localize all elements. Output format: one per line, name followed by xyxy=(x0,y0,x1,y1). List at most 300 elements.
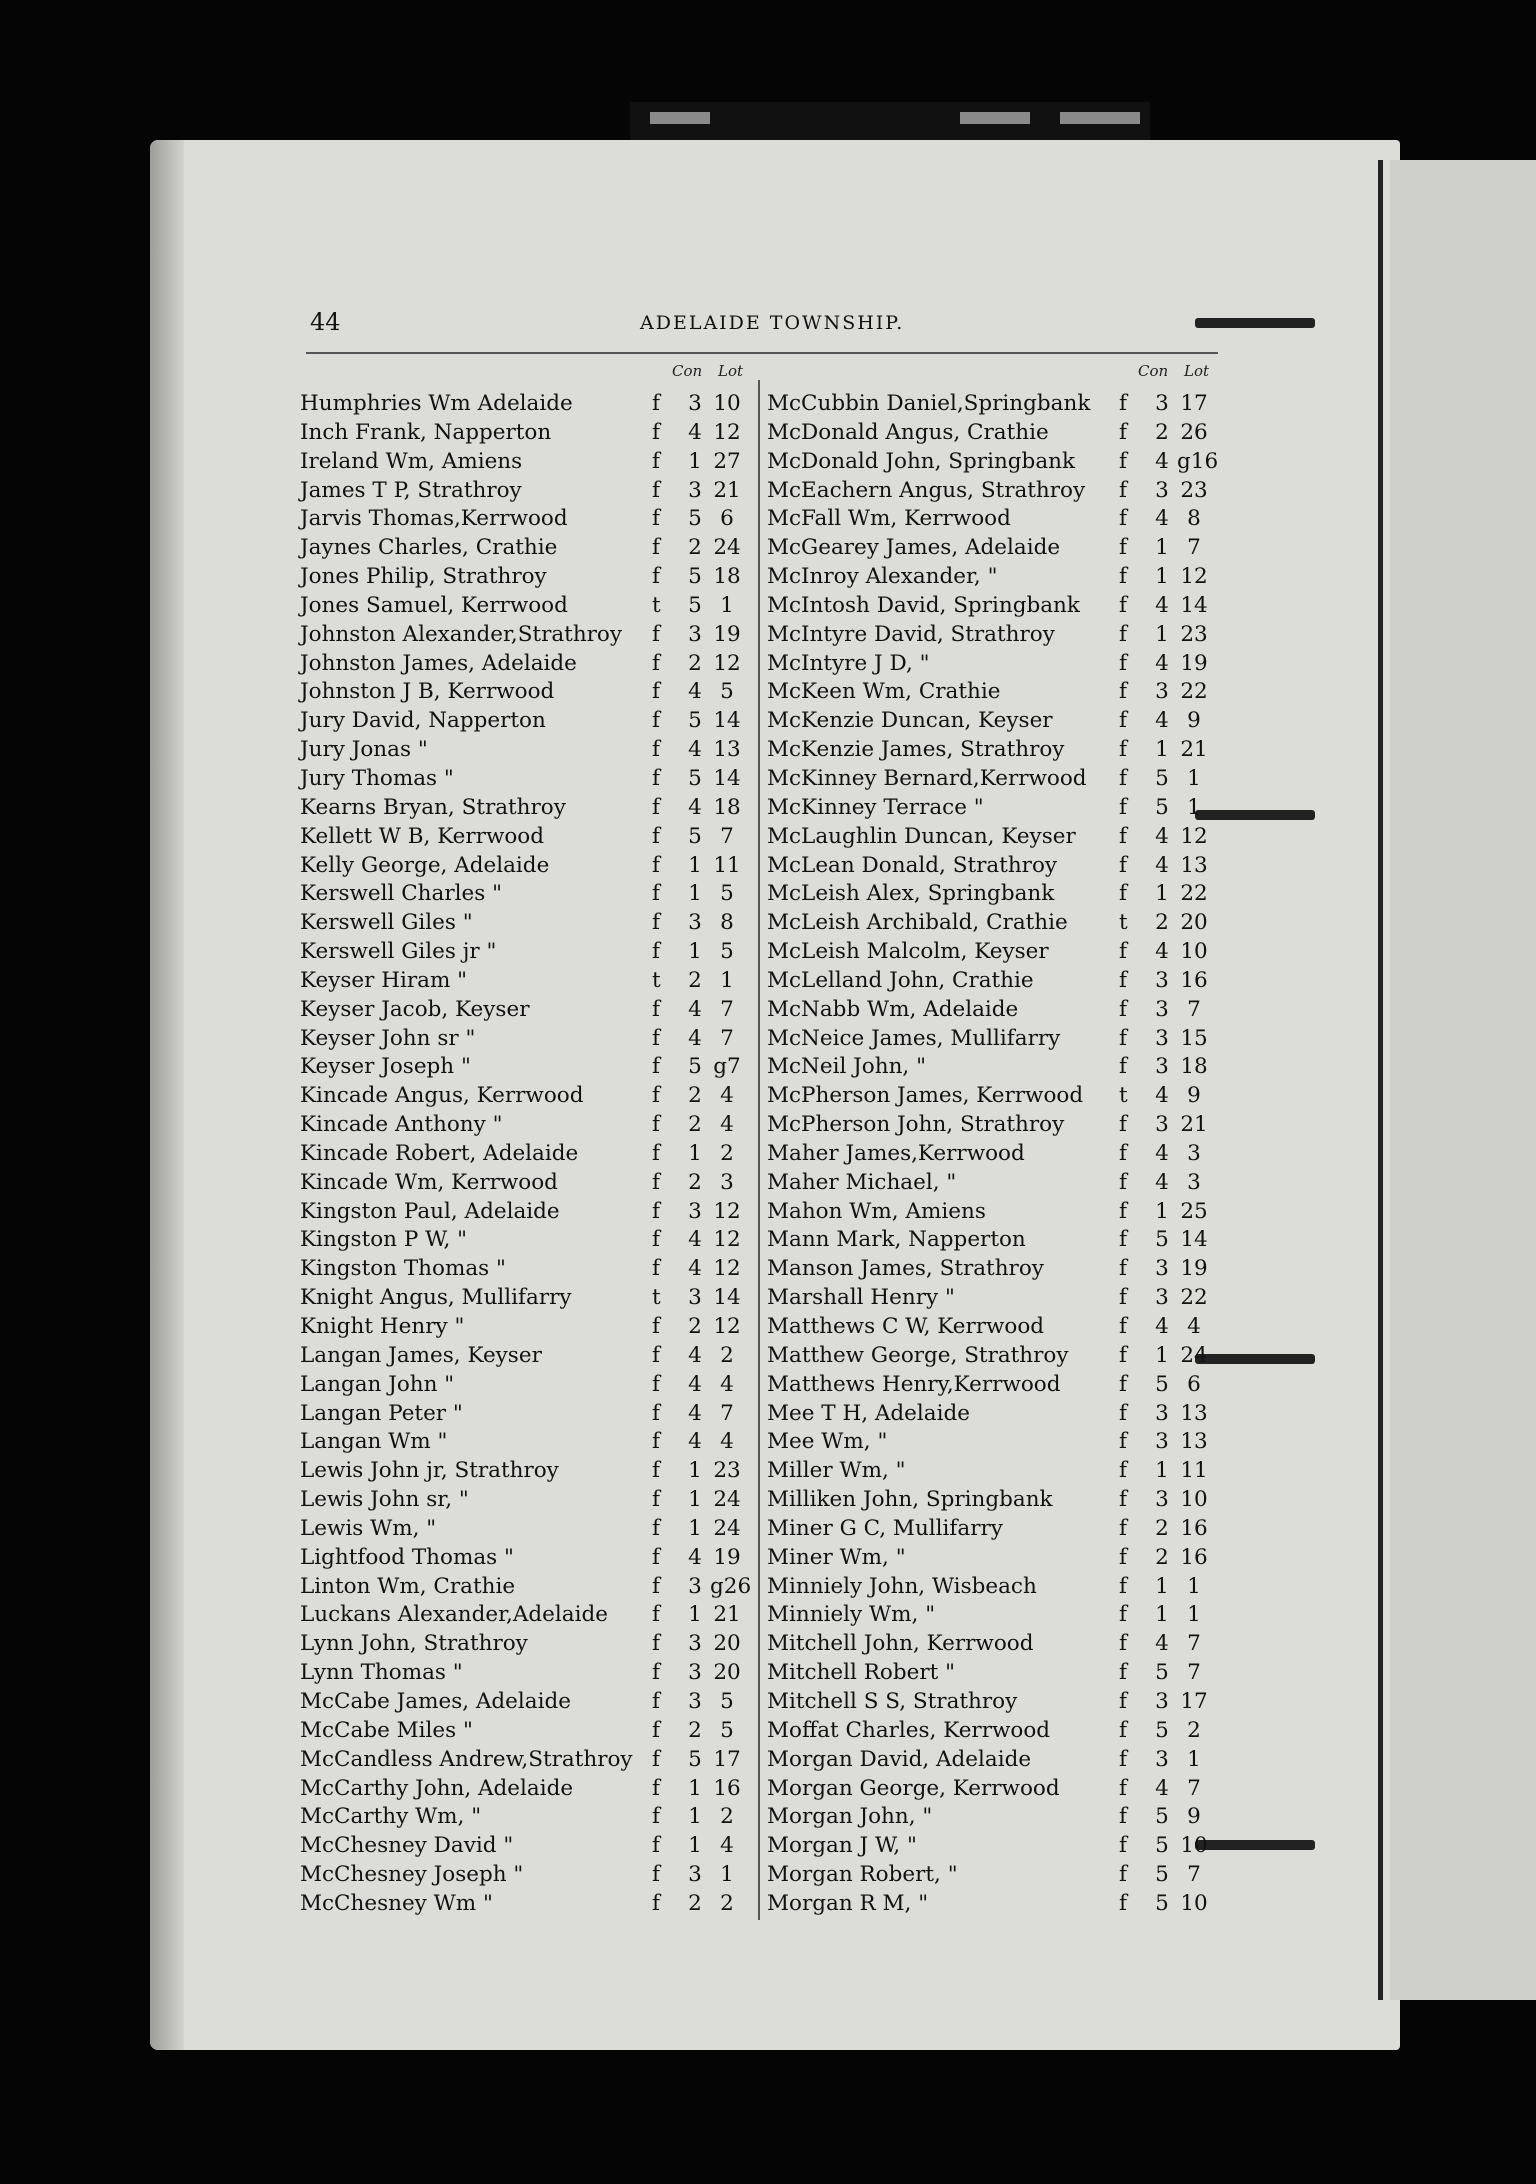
entry-name: Kingston Paul, Adelaide xyxy=(300,1198,560,1224)
entry-concession: 1 xyxy=(1155,621,1169,647)
directory-entry xyxy=(767,1255,1227,1284)
entry-name: Morgan John, " xyxy=(767,1804,933,1830)
directory-entry xyxy=(767,1486,1227,1515)
entry-name: Kellett W B, Kerrwood xyxy=(300,823,545,849)
entry-tenure: f xyxy=(1119,1169,1127,1195)
entry-concession: 4 xyxy=(1155,1083,1169,1109)
entry-lot: 7 xyxy=(720,1400,734,1426)
entry-lot: 16 xyxy=(1180,967,1208,993)
entry-lot: 9 xyxy=(1187,708,1201,734)
entry-name: Maher James,Kerrwood xyxy=(767,1140,1025,1166)
directory-entry xyxy=(767,1082,1227,1111)
entry-lot: 10 xyxy=(713,391,741,416)
entry-name: Keyser Hiram " xyxy=(300,967,468,993)
entry-concession: 4 xyxy=(688,737,702,763)
entry-lot: 21 xyxy=(1180,737,1208,763)
entry-tenure: f xyxy=(1119,1717,1127,1743)
entry-name: Morgan R M, " xyxy=(767,1890,929,1916)
entry-concession: 4 xyxy=(688,1429,702,1455)
entry-name: Miller Wm, " xyxy=(767,1458,906,1484)
entry-lot: 4 xyxy=(720,1083,734,1109)
entry-name: Mee Wm, " xyxy=(767,1429,888,1455)
entry-tenure: f xyxy=(652,1314,660,1339)
entry-concession: 1 xyxy=(688,939,702,965)
entry-tenure: f xyxy=(652,996,660,1022)
entry-name: Jury Jonas " xyxy=(300,737,428,763)
entry-lot: 17 xyxy=(1180,1688,1208,1714)
entry-name: McKenzie Duncan, Keyser xyxy=(767,708,1053,734)
directory-entry xyxy=(300,1342,750,1371)
entry-concession: 3 xyxy=(688,477,702,503)
entry-concession: 5 xyxy=(1155,794,1169,820)
entry-concession: 3 xyxy=(1155,1054,1169,1080)
entry-tenure: f xyxy=(1119,1198,1127,1224)
entry-lot: 8 xyxy=(1187,506,1201,532)
directory-entry xyxy=(300,1053,750,1082)
entry-concession: 4 xyxy=(1155,592,1169,618)
entry-concession: 2 xyxy=(688,1112,702,1138)
directory-entry xyxy=(300,909,750,938)
entry-name: Jones Philip, Strathroy xyxy=(300,564,547,590)
entry-name: McPherson John, Strathroy xyxy=(767,1112,1065,1138)
entry-name: McFall Wm, Kerrwood xyxy=(767,506,1011,532)
entry-name: Keyser John sr " xyxy=(300,1025,476,1051)
entry-tenure: f xyxy=(652,1833,660,1859)
directory-entry xyxy=(767,1342,1227,1371)
entry-name: McCarthy Wm, " xyxy=(300,1804,482,1830)
entry-tenure: f xyxy=(1119,1688,1127,1714)
entry-concession: 3 xyxy=(1155,1400,1169,1426)
entry-lot: 5 xyxy=(720,1688,734,1714)
entry-lot: 19 xyxy=(713,621,741,647)
entry-tenure: f xyxy=(1119,1660,1127,1686)
entry-lot: 12 xyxy=(713,419,741,445)
entry-concession: 2 xyxy=(688,1890,702,1916)
page-spine xyxy=(1378,160,1383,2000)
entry-tenure: f xyxy=(1119,881,1127,907)
entry-lot: 15 xyxy=(1180,1025,1208,1051)
entry-tenure: f xyxy=(652,1083,660,1109)
entry-lot: 19 xyxy=(1180,650,1208,676)
directory-entry xyxy=(300,1169,750,1198)
entry-lot: 4 xyxy=(720,1371,734,1397)
entry-concession: 1 xyxy=(688,1775,702,1801)
entry-concession: 5 xyxy=(688,1054,702,1080)
entry-lot: 11 xyxy=(713,852,741,878)
directory-entry xyxy=(300,1659,750,1688)
directory-entry xyxy=(767,1573,1227,1602)
left-lot-header: Lot xyxy=(718,362,744,380)
entry-lot: 14 xyxy=(713,1285,741,1311)
entry-name: Johnston James, Adelaide xyxy=(300,650,577,676)
entry-name: Humphries Wm Adelaide xyxy=(300,391,573,416)
entry-lot: 14 xyxy=(1180,592,1208,618)
entry-concession: 1 xyxy=(1155,881,1169,907)
entry-lot: 17 xyxy=(1180,391,1208,416)
entry-concession: 4 xyxy=(688,419,702,445)
entry-tenure: f xyxy=(1119,708,1127,734)
entry-concession: 1 xyxy=(1155,535,1169,561)
entry-name: McLeish Archibald, Crathie xyxy=(767,910,1068,936)
entry-name: Inch Frank, Napperton xyxy=(300,419,552,445)
directory-entry xyxy=(767,1140,1227,1169)
directory-entry xyxy=(300,477,750,506)
entry-lot: 11 xyxy=(1180,1458,1208,1484)
directory-entry xyxy=(300,1573,750,1602)
entry-tenure: f xyxy=(1119,1573,1127,1599)
entry-name: Kerswell Giles " xyxy=(300,910,473,936)
entry-name: McIntyre David, Strathroy xyxy=(767,621,1055,647)
directory-entry xyxy=(767,1515,1227,1544)
entry-tenure: f xyxy=(1119,448,1127,474)
entry-name: Mahon Wm, Amiens xyxy=(767,1198,986,1224)
entry-tenure: f xyxy=(1119,1400,1127,1426)
entry-tenure: f xyxy=(1119,1833,1127,1859)
directory-entry xyxy=(300,1746,750,1775)
entry-lot: 1 xyxy=(1187,765,1201,791)
entry-lot: 2 xyxy=(720,1140,734,1166)
entry-tenure: f xyxy=(652,1227,660,1253)
directory-entry xyxy=(767,563,1227,592)
directory-entry xyxy=(767,1400,1227,1429)
entry-tenure: t xyxy=(652,592,661,618)
directory-entry xyxy=(300,1515,750,1544)
entry-tenure: f xyxy=(1119,1862,1127,1888)
column-divider xyxy=(758,380,760,1920)
directory-entry xyxy=(767,1457,1227,1486)
entry-tenure: f xyxy=(652,1198,660,1224)
entry-lot: 7 xyxy=(1187,535,1201,561)
directory-entry xyxy=(767,534,1227,563)
entry-tenure: f xyxy=(652,823,660,849)
entry-concession: 4 xyxy=(1155,650,1169,676)
entry-name: Jones Samuel, Kerrwood xyxy=(300,592,568,618)
entry-tenure: f xyxy=(652,1804,660,1830)
directory-entry xyxy=(300,1890,750,1919)
entry-concession: 4 xyxy=(1155,1314,1169,1339)
entry-concession: 3 xyxy=(1155,477,1169,503)
entry-tenure: f xyxy=(1119,391,1127,416)
entry-tenure: f xyxy=(1119,765,1127,791)
directory-entry xyxy=(767,1544,1227,1573)
entry-concession: 3 xyxy=(688,1688,702,1714)
entry-name: McLeish Alex, Springbank xyxy=(767,881,1055,907)
entry-lot: 14 xyxy=(713,765,741,791)
directory-entry xyxy=(767,1803,1227,1832)
entry-lot: 12 xyxy=(713,650,741,676)
entry-name: Linton Wm, Crathie xyxy=(300,1573,516,1599)
left-directory-list xyxy=(300,390,750,1919)
entry-tenure: f xyxy=(652,1400,660,1426)
entry-lot: 12 xyxy=(713,1198,741,1224)
entry-tenure: f xyxy=(652,621,660,647)
entry-concession: 2 xyxy=(688,1169,702,1195)
entry-tenure: f xyxy=(1119,852,1127,878)
entry-concession: 5 xyxy=(1155,1833,1169,1859)
entry-concession: 1 xyxy=(688,448,702,474)
entry-tenure: f xyxy=(652,1602,660,1628)
right-con-header: Con xyxy=(1138,362,1169,380)
entry-tenure: f xyxy=(1119,1458,1127,1484)
entry-lot: 1 xyxy=(720,592,734,618)
entry-name: Kincade Wm, Kerrwood xyxy=(300,1169,558,1195)
entry-tenure: f xyxy=(652,679,660,705)
entry-lot: g16 xyxy=(1177,448,1219,474)
entry-concession: 5 xyxy=(688,708,702,734)
entry-concession: 5 xyxy=(1155,1804,1169,1830)
entry-lot: 1 xyxy=(1187,794,1201,820)
entry-concession: 4 xyxy=(1155,1140,1169,1166)
entry-name: Mitchell Robert " xyxy=(767,1660,955,1686)
entry-concession: 1 xyxy=(1155,1602,1169,1628)
entry-name: James T P, Strathroy xyxy=(300,477,522,503)
left-con-header: Con xyxy=(672,362,703,380)
entry-concession: 4 xyxy=(688,1400,702,1426)
entry-concession: 2 xyxy=(688,1083,702,1109)
directory-entry xyxy=(767,909,1227,938)
entry-name: McLaughlin Duncan, Keyser xyxy=(767,823,1076,849)
entry-concession: 2 xyxy=(688,650,702,676)
right-lot-header: Lot xyxy=(1184,362,1210,380)
entry-tenure: f xyxy=(652,939,660,965)
entry-tenure: f xyxy=(652,1717,660,1743)
entry-name: Morgan J W, " xyxy=(767,1833,917,1859)
entry-tenure: f xyxy=(1119,1342,1127,1368)
directory-entry xyxy=(300,996,750,1025)
entry-lot: 16 xyxy=(713,1775,741,1801)
entry-name: McPherson James, Kerrwood xyxy=(767,1083,1084,1109)
entry-name: Morgan Robert, " xyxy=(767,1862,958,1888)
entry-concession: 3 xyxy=(1155,679,1169,705)
entry-concession: 2 xyxy=(1155,419,1169,445)
entry-name: McCubbin Daniel,Springbank xyxy=(767,391,1091,416)
entry-tenure: f xyxy=(1119,1256,1127,1282)
entry-lot: 26 xyxy=(1180,419,1208,445)
directory-entry xyxy=(300,1544,750,1573)
directory-entry xyxy=(300,1198,750,1227)
entry-concession: 3 xyxy=(1155,967,1169,993)
entry-lot: 19 xyxy=(1180,1256,1208,1282)
entry-concession: 3 xyxy=(688,1862,702,1888)
entry-concession: 3 xyxy=(688,391,702,416)
entry-tenure: f xyxy=(1119,996,1127,1022)
directory-entry xyxy=(300,1255,750,1284)
right-directory-list xyxy=(767,390,1227,1919)
entry-tenure: f xyxy=(652,1458,660,1484)
entry-lot: 5 xyxy=(720,939,734,965)
directory-entry xyxy=(300,736,750,765)
entry-concession: 5 xyxy=(688,823,702,849)
directory-entry xyxy=(300,1486,750,1515)
entry-name: Langan Peter " xyxy=(300,1400,463,1426)
entry-tenure: f xyxy=(1119,592,1127,618)
entry-name: McEachern Angus, Strathroy xyxy=(767,477,1086,503)
entry-tenure: f xyxy=(652,1890,660,1916)
entry-name: McChesney Wm " xyxy=(300,1890,493,1916)
directory-entry xyxy=(767,1111,1227,1140)
entry-lot: 1 xyxy=(1187,1746,1201,1772)
entry-concession: 3 xyxy=(1155,1256,1169,1282)
entry-name: Langan Wm " xyxy=(300,1429,448,1455)
entry-lot: 7 xyxy=(1187,1660,1201,1686)
entry-tenure: f xyxy=(652,1140,660,1166)
entry-name: Kingston Thomas " xyxy=(300,1256,506,1282)
entry-lot: 4 xyxy=(720,1833,734,1859)
entry-concession: 4 xyxy=(688,794,702,820)
entry-lot: 20 xyxy=(713,1660,741,1686)
entry-tenure: f xyxy=(1119,1746,1127,1772)
entry-name: McCabe Miles " xyxy=(300,1717,473,1743)
entry-lot: 5 xyxy=(720,679,734,705)
entry-tenure: f xyxy=(1119,1054,1127,1080)
entry-concession: 4 xyxy=(688,996,702,1022)
entry-name: Marshall Henry " xyxy=(767,1285,955,1311)
directory-entry xyxy=(300,678,750,707)
entry-tenure: f xyxy=(1119,650,1127,676)
entry-name: Matthews C W, Kerrwood xyxy=(767,1314,1045,1339)
entry-lot: 7 xyxy=(1187,1862,1201,1888)
entry-name: McChesney David " xyxy=(300,1833,514,1859)
entry-concession: 2 xyxy=(1155,1515,1169,1541)
directory-entry xyxy=(300,1025,750,1054)
entry-concession: 1 xyxy=(1155,1458,1169,1484)
directory-entry xyxy=(300,1803,750,1832)
entry-concession: 4 xyxy=(688,679,702,705)
directory-entry xyxy=(767,736,1227,765)
entry-tenure: f xyxy=(1119,967,1127,993)
entry-name: Kincade Angus, Kerrwood xyxy=(300,1083,584,1109)
entry-lot: 12 xyxy=(713,1256,741,1282)
entry-concession: 4 xyxy=(1155,939,1169,965)
entry-tenure: f xyxy=(1119,1631,1127,1657)
entry-lot: 22 xyxy=(1180,679,1208,705)
entry-tenure: t xyxy=(1119,1083,1128,1109)
entry-lot: 9 xyxy=(1187,1083,1201,1109)
entry-tenure: f xyxy=(652,1169,660,1195)
directory-entry xyxy=(300,448,750,477)
entry-tenure: f xyxy=(1119,564,1127,590)
entry-name: Knight Angus, Mullifarry xyxy=(300,1285,572,1311)
entry-tenure: f xyxy=(652,1371,660,1397)
entry-name: Matthews Henry,Kerrwood xyxy=(767,1371,1061,1397)
directory-entry xyxy=(300,1400,750,1429)
directory-entry xyxy=(767,1890,1227,1919)
directory-entry xyxy=(300,938,750,967)
directory-entry xyxy=(300,1775,750,1804)
directory-entry xyxy=(767,621,1227,650)
entry-name: McLean Donald, Strathroy xyxy=(767,852,1058,878)
entry-tenure: f xyxy=(652,1054,660,1080)
entry-lot: 12 xyxy=(1180,564,1208,590)
entry-concession: 2 xyxy=(1155,1544,1169,1570)
entry-name: Kerswell Giles jr " xyxy=(300,939,497,965)
directory-entry xyxy=(300,707,750,736)
entry-concession: 1 xyxy=(688,1515,702,1541)
entry-name: Kearns Bryan, Strathroy xyxy=(300,794,566,820)
directory-entry xyxy=(767,1428,1227,1457)
entry-concession: 3 xyxy=(1155,996,1169,1022)
directory-entry xyxy=(300,592,750,621)
directory-entry xyxy=(300,1428,750,1457)
entry-lot: 7 xyxy=(1187,996,1201,1022)
entry-concession: 2 xyxy=(688,1314,702,1339)
entry-lot: 14 xyxy=(1180,1227,1208,1253)
entry-name: McKinney Terrace " xyxy=(767,794,984,820)
directory-entry xyxy=(767,1169,1227,1198)
entry-name: Morgan David, Adelaide xyxy=(767,1746,1032,1772)
directory-entry xyxy=(767,1198,1227,1227)
entry-tenure: t xyxy=(1119,910,1128,936)
entry-concession: 4 xyxy=(688,1342,702,1368)
entry-lot: 5 xyxy=(720,881,734,907)
entry-concession: 1 xyxy=(1155,737,1169,763)
entry-tenure: f xyxy=(652,794,660,820)
directory-entry xyxy=(767,1630,1227,1659)
entry-concession: 3 xyxy=(1155,1487,1169,1513)
entry-concession: 5 xyxy=(688,592,702,618)
entry-tenure: f xyxy=(1119,1804,1127,1830)
entry-tenure: f xyxy=(1119,1602,1127,1628)
directory-entry xyxy=(300,1717,750,1746)
entry-name: Lewis Wm, " xyxy=(300,1515,437,1541)
entry-name: McNabb Wm, Adelaide xyxy=(767,996,1019,1022)
entry-concession: 5 xyxy=(688,564,702,590)
entry-concession: 1 xyxy=(688,1602,702,1628)
entry-lot: 5 xyxy=(720,1717,734,1743)
entry-tenure: f xyxy=(652,1342,660,1368)
entry-tenure: f xyxy=(1119,1515,1127,1541)
entry-lot: 27 xyxy=(713,448,741,474)
entry-tenure: f xyxy=(1119,1227,1127,1253)
entry-lot: 16 xyxy=(1180,1515,1208,1541)
directory-entry xyxy=(767,1601,1227,1630)
entry-tenure: f xyxy=(1119,939,1127,965)
entry-concession: 5 xyxy=(1155,1717,1169,1743)
directory-entry xyxy=(300,650,750,679)
entry-lot: 2 xyxy=(720,1342,734,1368)
entry-lot: 7 xyxy=(1187,1775,1201,1801)
directory-entry xyxy=(300,419,750,448)
entry-tenure: f xyxy=(652,1862,660,1888)
entry-name: Minniely John, Wisbeach xyxy=(767,1573,1037,1599)
entry-tenure: f xyxy=(1119,506,1127,532)
directory-entry xyxy=(767,880,1227,909)
entry-concession: 3 xyxy=(1155,391,1169,416)
entry-concession: 1 xyxy=(1155,1342,1169,1368)
entry-tenure: f xyxy=(652,535,660,561)
directory-entry xyxy=(767,592,1227,621)
entry-lot: 1 xyxy=(1187,1602,1201,1628)
page-title: ADELAIDE TOWNSHIP. xyxy=(640,312,905,334)
entry-concession: 3 xyxy=(688,1198,702,1224)
entry-name: McInroy Alexander, " xyxy=(767,564,998,590)
entry-concession: 4 xyxy=(1155,1169,1169,1195)
entry-tenure: f xyxy=(1119,477,1127,503)
directory-entry xyxy=(300,390,750,419)
entry-concession: 3 xyxy=(688,621,702,647)
directory-entry xyxy=(300,1082,750,1111)
entry-concession: 4 xyxy=(688,1025,702,1051)
directory-entry xyxy=(300,1226,750,1255)
directory-entry xyxy=(767,505,1227,534)
entry-name: Johnston J B, Kerrwood xyxy=(300,679,555,705)
entry-tenure: f xyxy=(652,477,660,503)
directory-entry xyxy=(767,1284,1227,1313)
entry-name: McNeice James, Mullifarry xyxy=(767,1025,1061,1051)
entry-lot: 10 xyxy=(1180,1833,1208,1859)
entry-concession: 2 xyxy=(688,1717,702,1743)
directory-entry xyxy=(767,1861,1227,1890)
